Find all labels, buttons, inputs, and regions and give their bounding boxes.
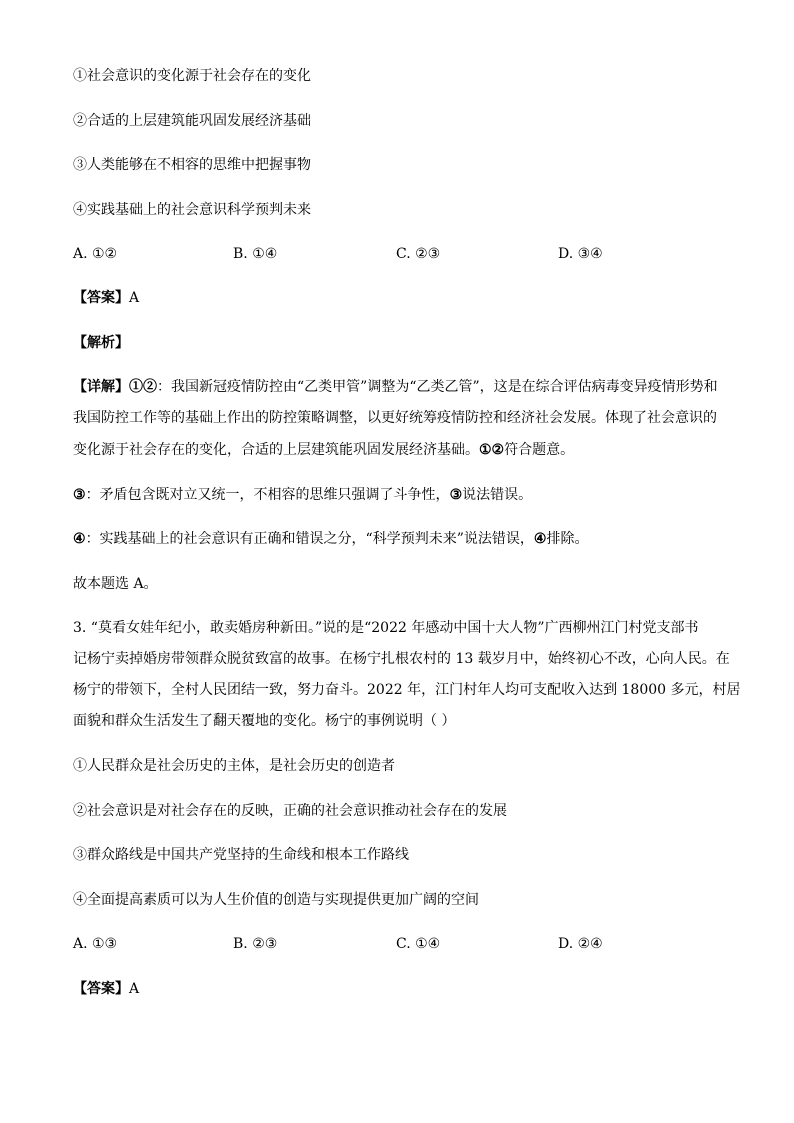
q3-item-1: ①人民群众是社会历史的主体，是社会历史的创造者 [73, 758, 395, 774]
q2-item-1: ①社会意识的变化源于社会存在的变化 [73, 68, 311, 84]
q3-item-3: ③群众路线是中国共产党坚持的生命线和根本工作路线 [73, 847, 409, 863]
detail-nums-2: ①② [479, 442, 505, 458]
note4-num: ④ [73, 531, 86, 547]
q3-answer [73, 979, 723, 999]
detail-nums: ①② [129, 379, 157, 395]
q3-option-a: A. ①③ [73, 936, 118, 952]
answer-value: A [129, 981, 140, 997]
answer-value: A [129, 290, 140, 306]
detail-text-1: ：我国新冠疫情防控由“乙类甲管”调整为“乙类乙管”，这是在综合评估病毒变异疫情形势和 [157, 379, 718, 395]
analysis-tag: 【解析】 [73, 335, 129, 351]
q2-option-d: D. ③④ [558, 246, 603, 262]
q2-item-2: ②合适的上层建筑能巩固发展经济基础 [73, 113, 311, 129]
q3-stem-line-1: 3. “莫看女娃年纪小，敢卖婚房种新田。”说的是“2022 年感动中国十大人物”广西柳州江门村党支部书 [73, 620, 699, 636]
note4-num-2: ④ [533, 531, 547, 547]
q2-conclusion: 故本题选 A。 [73, 576, 158, 592]
note3-num: ③ [73, 487, 86, 503]
q2-detail-line-1 [73, 377, 723, 397]
q3-stem-line-3: 杨宁的带领下，全村人民团结一致，努力奋斗。2022 年，江门村年人均可支配收入达到 18000 多元，村居 [73, 682, 741, 698]
q3-stem-line-4: 面貌和群众生活发生了翻天覆地的变化。杨宁的事例说明（ ） [73, 713, 456, 729]
detail-text-3a: 变化源于社会存在的变化，合适的上层建筑能巩固发展经济基础。 [73, 442, 479, 458]
q2-options [73, 244, 723, 264]
q2-option-a: A. ①② [73, 246, 118, 262]
q3-option-b: B. ②③ [233, 936, 278, 952]
q3-option-c: C. ①④ [396, 936, 441, 952]
q2-item-3: ③人类能够在不相容的思维中把握事物 [73, 157, 311, 173]
q2-item-4: ④实践基础上的社会意识科学预判未来 [73, 202, 311, 218]
q2-option-b: B. ①④ [233, 246, 278, 262]
q2-detail-line-3 [73, 440, 723, 460]
q3-item-2: ②社会意识是对社会存在的反映，正确的社会意识推动社会存在的发展 [73, 803, 507, 819]
note4-text-a: ：实践基础上的社会意识有正确和错误之分，“科学预判未来”说法错误， [85, 531, 534, 547]
note4-text-b: 排除。 [546, 531, 589, 547]
q2-detail-line-2: 我国防控工作等的基础上作出的防控策略调整，以更好统筹疫情防控和经济社会发展。体现了社会意识的 [73, 410, 717, 426]
q3-stem-line-2: 记杨宁卖掉婚房带领群众脱贫致富的故事。在杨宁扎根农村的 13 载岁月中，始终初心不改，心向人民。在 [73, 651, 730, 667]
detail-tag: 【详解】 [73, 379, 129, 395]
note3-num-2: ③ [449, 487, 463, 503]
q2-analysis [73, 333, 723, 353]
q2-note-3 [73, 485, 723, 505]
note3-text-a: ：矛盾包含既对立又统一，不相容的思维只强调了斗争性， [85, 487, 450, 503]
q3-option-d: D. ②④ [558, 936, 603, 952]
q3-item-4: ④全面提高素质可以为人生价值的创造与实现提供更加广阔的空间 [73, 892, 479, 908]
answer-tag: 【答案】 [73, 290, 129, 306]
note3-text-b: 说法错误。 [462, 487, 533, 503]
answer-tag: 【答案】 [73, 981, 129, 997]
q2-answer [73, 288, 723, 308]
q2-note-4 [73, 529, 723, 549]
q3-options [73, 934, 723, 954]
detail-text-3b: 符合题意。 [504, 442, 575, 458]
q2-option-c: C. ②③ [396, 246, 441, 262]
